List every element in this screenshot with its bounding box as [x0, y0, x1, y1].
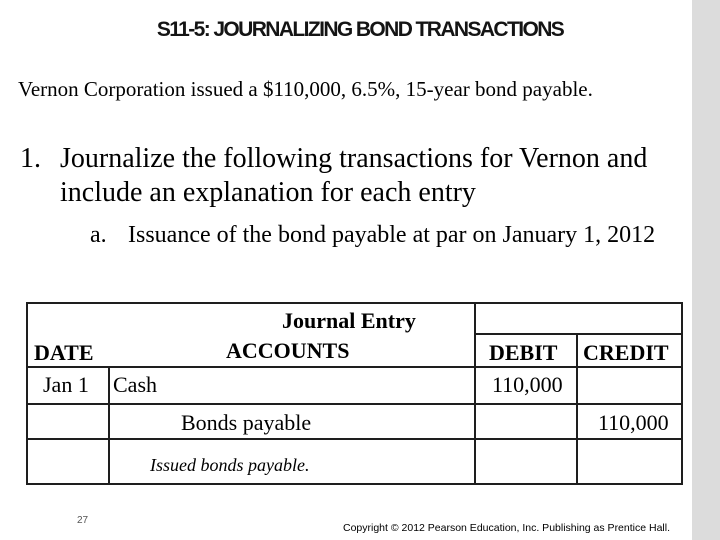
header-bottom-border	[26, 366, 683, 368]
table-left-border	[26, 302, 28, 485]
question-number: 1.	[20, 143, 41, 174]
date-header: DATE	[34, 340, 94, 365]
table-top-border	[26, 302, 683, 304]
slide-title: S11-5: JOURNALIZING BOND TRANSACTIONS	[156, 18, 564, 41]
accounts-column-divider	[474, 302, 476, 485]
problem-statement: Vernon Corporation issued a $110,000, 6.5%, 15-year bond payable.	[18, 77, 593, 101]
table-bottom-border	[26, 483, 683, 485]
credit-header: CREDIT	[583, 340, 669, 365]
copyright-notice: Copyright © 2012 Pearson Education, Inc. Publishing as Prentice Hall.	[343, 522, 671, 534]
debit-header: DEBIT	[489, 340, 558, 365]
row-1-date: Jan 1	[43, 372, 89, 397]
header-divider	[474, 333, 683, 335]
row-2-credit: 110,000	[598, 410, 669, 435]
debit-column-divider	[576, 333, 578, 485]
subquestion-letter: a.	[90, 222, 107, 248]
row-1-debit: 110,000	[492, 372, 563, 397]
entry-explanation: Issued bonds payable.	[150, 455, 310, 475]
journal-title: Journal Entry	[282, 308, 416, 333]
page-number: 27	[77, 515, 89, 526]
row-2-account: Bonds payable	[181, 410, 312, 435]
row-1-account: Cash	[113, 372, 157, 397]
subquestion-text: Issuance of the bond payable at par on January 1, 2012	[128, 222, 656, 248]
row-divider	[26, 403, 683, 405]
row-divider	[26, 438, 683, 440]
question-text: Journalize the following transactions for Vernon and include an explanation for each entry	[60, 143, 648, 208]
date-column-divider	[108, 366, 110, 485]
table-right-border	[681, 302, 683, 485]
accounts-header: ACCOUNTS	[226, 338, 350, 363]
